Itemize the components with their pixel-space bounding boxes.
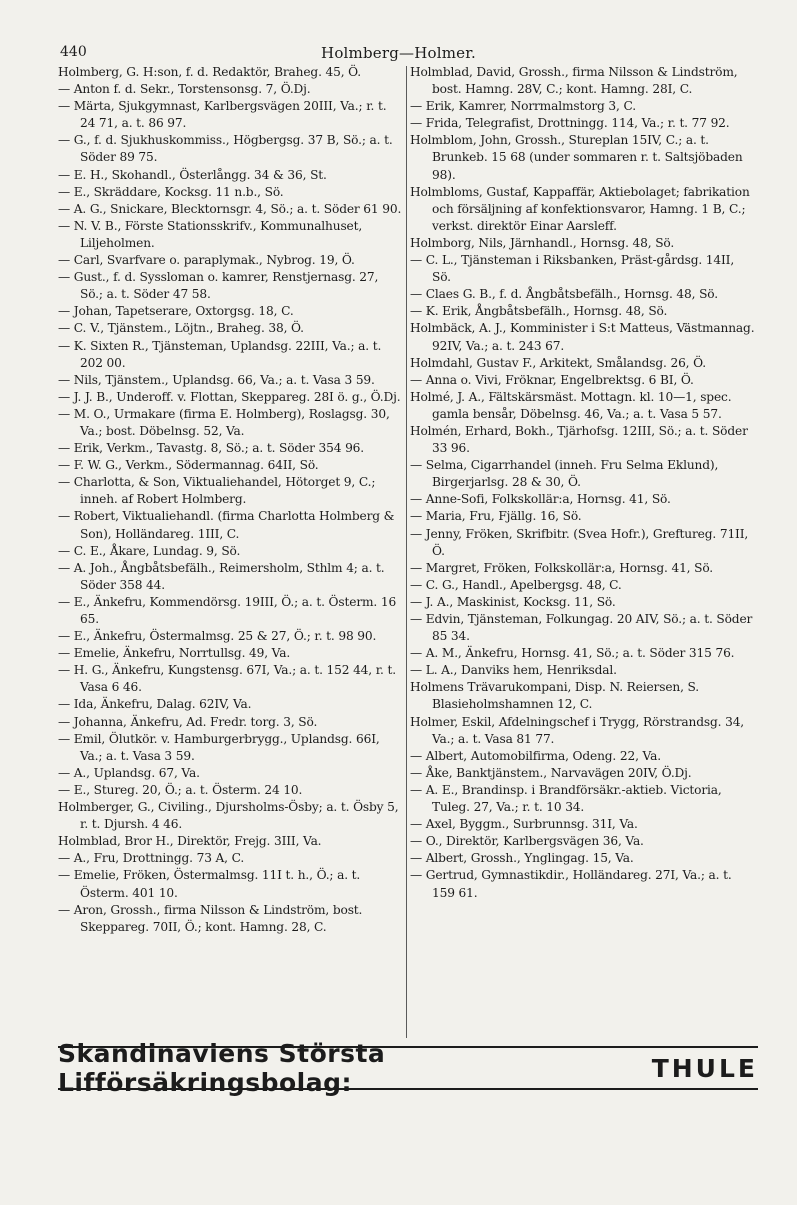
directory-entry: Holmbloms, Gustaf, Kappaffär, Aktiebolaget; fabrikation och försäljning af konfektionsvaror, Hamng. 1 B, C.; verkst. direktör Einar Aarsleff. [410,184,750,233]
directory-entry: — Margret, Fröken, Folkskollär:a, Hornsg. 41, Sö. [410,560,714,575]
directory-entry: — A., Fru, Drottningg. 73 A, C. [58,851,245,866]
directory-entry: — A., Uplandsg. 67, Va. [58,765,200,780]
directory-entry: — E., Änkefru, Östermalmsg. 25 & 27, Ö.; r. t. 98 90. [58,629,377,644]
directory-entry: — O., Direktör, Karlbergsvägen 36, Va. [410,834,644,849]
directory-entry: Holmer, Eskil, Afdelningschef i Trygg, Rörstrandsg. 34, Va.; a. t. Vasa 81 77. [410,714,745,746]
directory-entry: — K. Sixten R., Tjänsteman, Uplandsg. 22III, Va.; a. t. 202 00. [58,338,382,370]
directory-entry: — Erik, Verkm., Tavastg. 8, Sö.; a. t. Söder 354 96. [58,441,365,456]
directory-entry: — A. M., Änkefru, Hornsg. 41, Sö.; a. t. Söder 315 76. [410,646,735,661]
directory-entry: — Anton f. d. Sekr., Torstensonsg. 7, Ö.Dj. [58,82,311,97]
directory-entry: — C. L., Tjänsteman i Riksbanken, Präst-gårdsg. 14II, Sö. [410,253,735,285]
directory-entry: — E., Skräddare, Kocksg. 11 n.b., Sö. [58,184,284,199]
directory-entry: Holmborg, Nils, Järnhandl., Hornsg. 48, Sö. [410,235,675,250]
directory-entry: — Anna o. Vivi, Fröknar, Engelbrektsg. 6 BI, Ö. [410,372,694,387]
directory-entry: — A. G., Snickare, Blecktornsgr. 4, Sö.; a. t. Söder 61 90. [58,201,402,216]
directory-entry: — C. G., Handl., Apelbergsg. 48, C. [410,577,622,592]
directory-entry: — Charlotta, & Son, Viktualiehandel, Hötorget 9, C.; inneh. af Robert Holmberg. [58,475,376,507]
directory-entry: — Carl, Svarfvare o. paraplymak., Nybrog. 19, Ö. [58,253,355,268]
page-number: 440 [60,44,87,60]
directory-entry: — E., Änkefru, Kommendörsg. 19III, Ö.; a. t. Österm. 16 65. [58,594,397,626]
directory-entry: — Åke, Banktjänstem., Narvavägen 20IV, Ö.Dj. [410,765,692,780]
directory-entry: — Anne-Sofi, Folkskollär:a, Hornsg. 41, Sö. [410,492,671,507]
advertisement-text: Skandinaviens Största Lifförsäkringsbolag: [58,1039,386,1097]
directory-entry: — F. W. G., Verkm., Södermannag. 64II, Sö. [58,458,319,473]
directory-entry: Holmberg, G. H:son, f. d. Redaktör, Braheg. 45, Ö. [58,65,362,79]
directory-entry: — Albert, Automobilfirma, Odeng. 22, Va. [410,748,661,763]
directory-entry: — L. A., Danviks hem, Henriksdal. [410,663,617,678]
left-column [58,64,404,1042]
directory-entry: — C. E., Åkare, Lundag. 9, Sö. [58,543,241,558]
directory-entry: — Aron, Grossh., firma Nilsson & Lindström, bost. Skeppareg. 70II, Ö.; kont. Hamng. 28, C. [58,902,363,934]
advertisement-brand: THULE [651,1053,758,1083]
directory-entry: — Maria, Fru, Fjällg. 16, Sö. [410,509,582,524]
directory-entry: — Jenny, Fröken, Skrifbitr. (Svea Hofr.), Greftureg. 71II, Ö. [410,526,749,558]
directory-entry: Holmblad, David, Grossh., firma Nilsson & Lindström, bost. Hamng. 28V, C.; kont. Hamng. 28I, C. [410,65,738,97]
directory-entry: — G., f. d. Sjukhuskommiss., Högbergsg. 37 B, Sö.; a. t. Söder 89 75. [58,133,393,165]
directory-entry: — J. J. B., Underoff. v. Flottan, Skeppareg. 28I ö. g., Ö.Dj. [58,389,401,404]
directory-entry: — Märta, Sjukgymnast, Karlbergsvägen 20III, Va.; r. t. 24 71, a. t. 86 97. [58,99,387,131]
directory-entry: — Emelie, Änkefru, Norrtullsg. 49, Va. [58,646,291,661]
directory-entry: Holmblad, Bror H., Direktör, Frejg. 3III, Va. [58,834,322,849]
directory-entry: — E. H., Skohandl., Österlångg. 34 & 36, St. [58,167,327,182]
directory-entry: — C. V., Tjänstem., Löjtn., Braheg. 38, Ö. [58,321,304,336]
directory-entry: — Albert, Grossh., Ynglingag. 15, Va. [410,851,634,866]
directory-entry: Holmberger, G., Civiling., Djursholms-Ösby; a. t. Ösby 5, r. t. Djursh. 4 46. [58,800,399,832]
directory-entry: — Gertrud, Gymnastikdir., Holländareg. 27I, Va.; a. t. 159 61. [410,868,732,900]
directory-entry: — Edvin, Tjänsteman, Folkungag. 20 AIV, Sö.; a. t. Söder 85 34. [410,612,753,644]
directory-entry: Holmens Trävarukompani, Disp. N. Reiersen, S. Blasieholmshamnen 12, C. [410,680,700,712]
directory-entry: Holmblom, John, Grossh., Stureplan 15IV, C.; a. t. Brunkeb. 15 68 (under sommaren r. t. Saltsjöbaden 98). [410,133,743,182]
directory-entry: — Johanna, Änkefru, Ad. Fredr. torg. 3, Sö. [58,714,318,729]
directory-entry: — Emil, Ölutkör. v. Hamburgerbrygg., Uplandsg. 66I, Va.; a. t. Vasa 3 59. [58,731,380,763]
advertisement-banner [58,1039,758,1097]
directory-entry: — Ida, Änkefru, Dalag. 62IV, Va. [58,697,252,712]
directory-entry: — E., Stureg. 20, Ö.; a. t. Österm. 24 10. [58,782,303,797]
directory-entry: — A. E., Brandinsp. i Brandförsäkr.-aktieb. Victoria, Tuleg. 27, Va.; r. t. 10 34. [410,782,722,815]
directory-entry: Holmdahl, Gustav F., Arkitekt, Smålandsg. 26, Ö. [410,355,706,370]
directory-entry: — Claes G. B., f. d. Ångbåtsbefälh., Hornsg. 48, Sö. [410,287,718,302]
directory-entry: — Frida, Telegrafist, Drottningg. 114, Va.; r. t. 77 92. [410,116,730,131]
directory-entry: Holmbäck, A. J., Komminister i S:t Matteus, Västmannag. 92IV, Va.; a. t. 243 67. [410,321,755,353]
right-column [410,64,756,1042]
directory-entry: Holmén, Erhard, Bokh., Tjärhofsg. 12III, Sö.; a. t. Söder 33 96. [410,423,748,456]
directory-entry: — K. Erik, Ångbåtsbefälh., Hornsg. 48, Sö. [410,304,668,319]
running-head: Holmberg—Holmer. [321,44,476,62]
directory-entry: — J. A., Maskinist, Kocksg. 11, Sö. [410,594,616,609]
directory-entry: — H. G., Änkefru, Kungstensg. 67I, Va.; a. t. 152 44, r. t. Vasa 6 46. [58,663,396,695]
directory-entry: Holmé, J. A., Fältskärsmäst. Mottagn. kl. 10—1, spec. gamla bensår, Döbelnsg. 46, Va.; a. t. Vasa 5 57. [410,389,732,421]
directory-entry: — Gust., f. d. Syssloman o. kamrer, Renstjernasg. 27, Sö.; a. t. Söder 47 58. [58,270,379,302]
directory-entry: — Selma, Cigarrhandel (inneh. Fru Selma Eklund), Birgerjarlsg. 28 & 30, Ö. [410,458,719,490]
column-divider [406,66,407,1038]
directory-entry: — A. Joh., Ångbåtsbefälh., Reimersholm, Sthlm 4; a. t. Söder 358 44. [58,560,385,592]
directory-entry: — Emelie, Fröken, Östermalmsg. 11I t. h., Ö.; a. t. Österm. 401 10. [58,868,361,900]
directory-entry: — Nils, Tjänstem., Uplandsg. 66, Va.; a. t. Vasa 3 59. [58,372,375,387]
directory-entry: — N. V. B., Förste Stationsskrifv., Kommunalhuset, Liljeholmen. [58,218,363,250]
directory-entry: — Johan, Tapetserare, Oxtorgsg. 18, C. [58,304,294,319]
directory-entry: — Axel, Byggm., Surbrunnsg. 31I, Va. [410,817,638,832]
directory-entry: — Robert, Viktualiehandl. (firma Charlotta Holmberg & Son), Holländareg. 1III, C. [58,509,395,541]
directory-entry: — M. O., Urmakare (firma E. Holmberg), Roslagsg. 30, Va.; bost. Döbelnsg. 52, Va. [58,406,390,438]
directory-entry: — Erik, Kamrer, Norrmalmstorg 3, C. [410,99,636,114]
